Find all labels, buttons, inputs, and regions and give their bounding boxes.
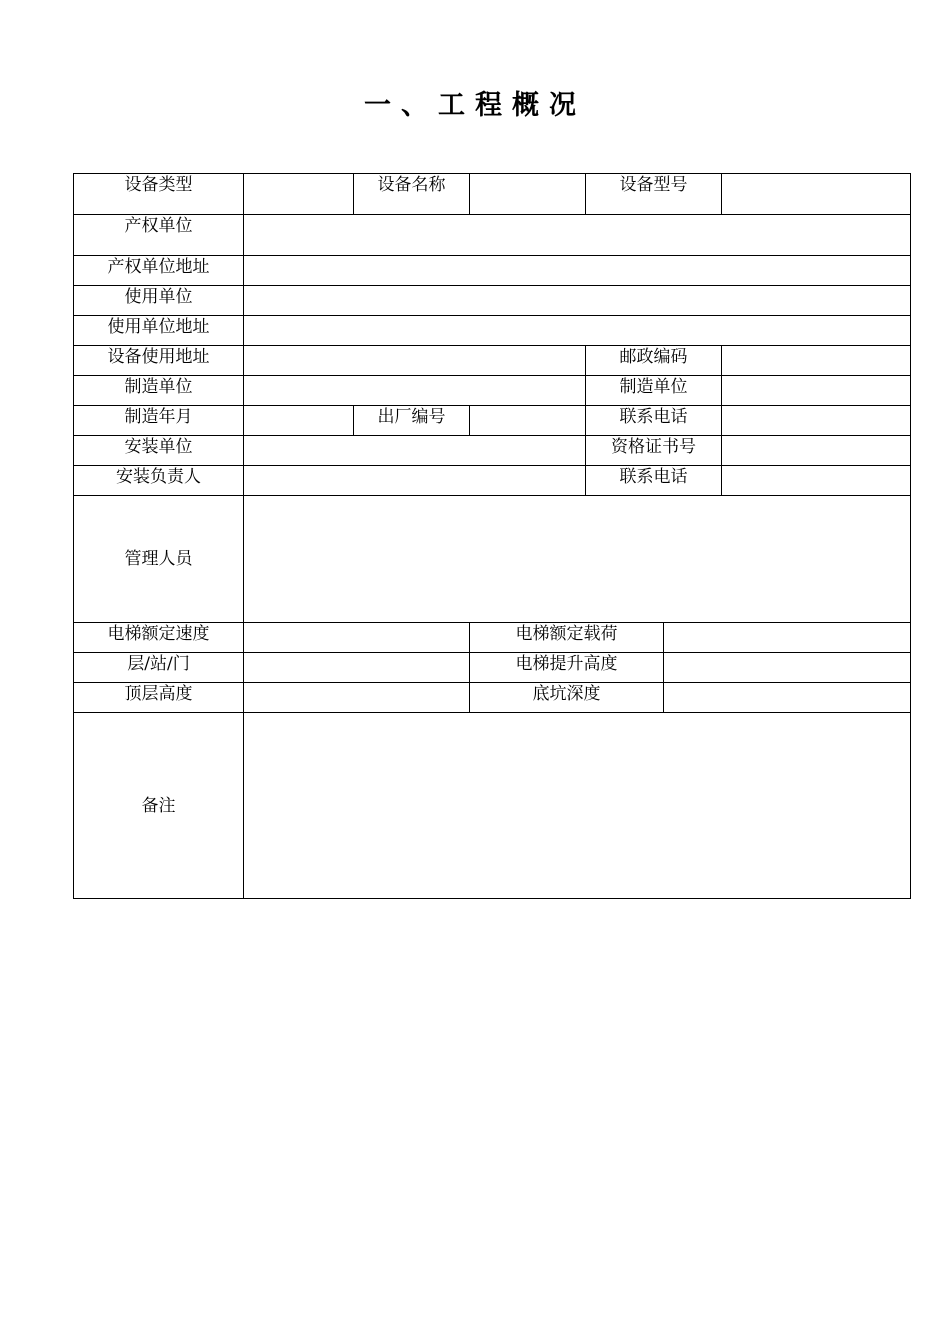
lift-height-field[interactable]	[664, 653, 911, 683]
rated-load-label: 电梯额定载荷	[470, 623, 664, 653]
table-row	[74, 436, 911, 466]
floors-stops-doors-label: 层/站/门	[74, 653, 244, 683]
serial-number-field[interactable]	[470, 406, 586, 436]
manufacture-date-label: 制造年月	[74, 406, 244, 436]
manufacturer-field-2[interactable]	[722, 376, 911, 406]
top-floor-height-field[interactable]	[244, 683, 470, 713]
manufacture-date-field[interactable]	[244, 406, 354, 436]
user-address-field[interactable]	[244, 316, 911, 346]
table-row	[74, 713, 911, 899]
install-lead-label: 安装负责人	[74, 466, 244, 496]
managers-label: 管理人员	[74, 496, 244, 623]
table-row	[74, 623, 911, 653]
page-title: 一、工程概况	[364, 90, 586, 121]
manufacturer-phone-label: 联系电话	[586, 406, 722, 436]
manufacturer-label: 制造单位	[74, 376, 244, 406]
table-row	[74, 406, 911, 436]
certificate-number-label: 资格证书号	[586, 436, 722, 466]
owner-label: 产权单位	[74, 215, 244, 256]
rated-speed-field[interactable]	[244, 623, 470, 653]
install-lead-phone-label: 联系电话	[586, 466, 722, 496]
user-field[interactable]	[244, 286, 911, 316]
table-row	[74, 653, 911, 683]
equipment-name-label: 设备名称	[354, 174, 470, 215]
owner-address-label: 产权单位地址	[74, 256, 244, 286]
manufacturer-label-2: 制造单位	[586, 376, 722, 406]
table-row	[74, 215, 911, 256]
rated-load-field[interactable]	[664, 623, 911, 653]
table-row	[74, 316, 911, 346]
managers-field[interactable]	[244, 496, 911, 623]
equipment-model-field[interactable]	[722, 174, 911, 215]
equipment-type-field[interactable]	[244, 174, 354, 215]
equipment-address-field[interactable]	[244, 346, 586, 376]
lift-height-label: 电梯提升高度	[470, 653, 664, 683]
top-floor-height-label: 顶层高度	[74, 683, 244, 713]
install-lead-field[interactable]	[244, 466, 586, 496]
table-row	[74, 683, 911, 713]
equipment-address-label: 设备使用地址	[74, 346, 244, 376]
remarks-field[interactable]	[244, 713, 911, 899]
table-row	[74, 346, 911, 376]
certificate-number-field[interactable]	[722, 436, 911, 466]
table-row	[74, 376, 911, 406]
postcode-label: 邮政编码	[586, 346, 722, 376]
rated-speed-label: 电梯额定速度	[74, 623, 244, 653]
table-row	[74, 256, 911, 286]
floors-stops-doors-field[interactable]	[244, 653, 470, 683]
project-overview-table	[73, 173, 911, 899]
pit-depth-label: 底坑深度	[470, 683, 664, 713]
install-lead-phone-field[interactable]	[722, 466, 911, 496]
installer-field[interactable]	[244, 436, 586, 466]
equipment-name-field[interactable]	[470, 174, 586, 215]
serial-number-label: 出厂编号	[354, 406, 470, 436]
equipment-model-label: 设备型号	[586, 174, 722, 215]
manufacturer-phone-field[interactable]	[722, 406, 911, 436]
owner-address-field[interactable]	[244, 256, 911, 286]
owner-field[interactable]	[244, 215, 911, 256]
table-row	[74, 496, 911, 623]
user-label: 使用单位	[74, 286, 244, 316]
installer-label: 安装单位	[74, 436, 244, 466]
pit-depth-field[interactable]	[664, 683, 911, 713]
table-row	[74, 466, 911, 496]
manufacturer-field[interactable]	[244, 376, 586, 406]
user-address-label: 使用单位地址	[74, 316, 244, 346]
postcode-field[interactable]	[722, 346, 911, 376]
table-row	[74, 174, 911, 215]
remarks-label: 备注	[74, 713, 244, 899]
table-row	[74, 286, 911, 316]
equipment-type-label: 设备类型	[74, 174, 244, 215]
